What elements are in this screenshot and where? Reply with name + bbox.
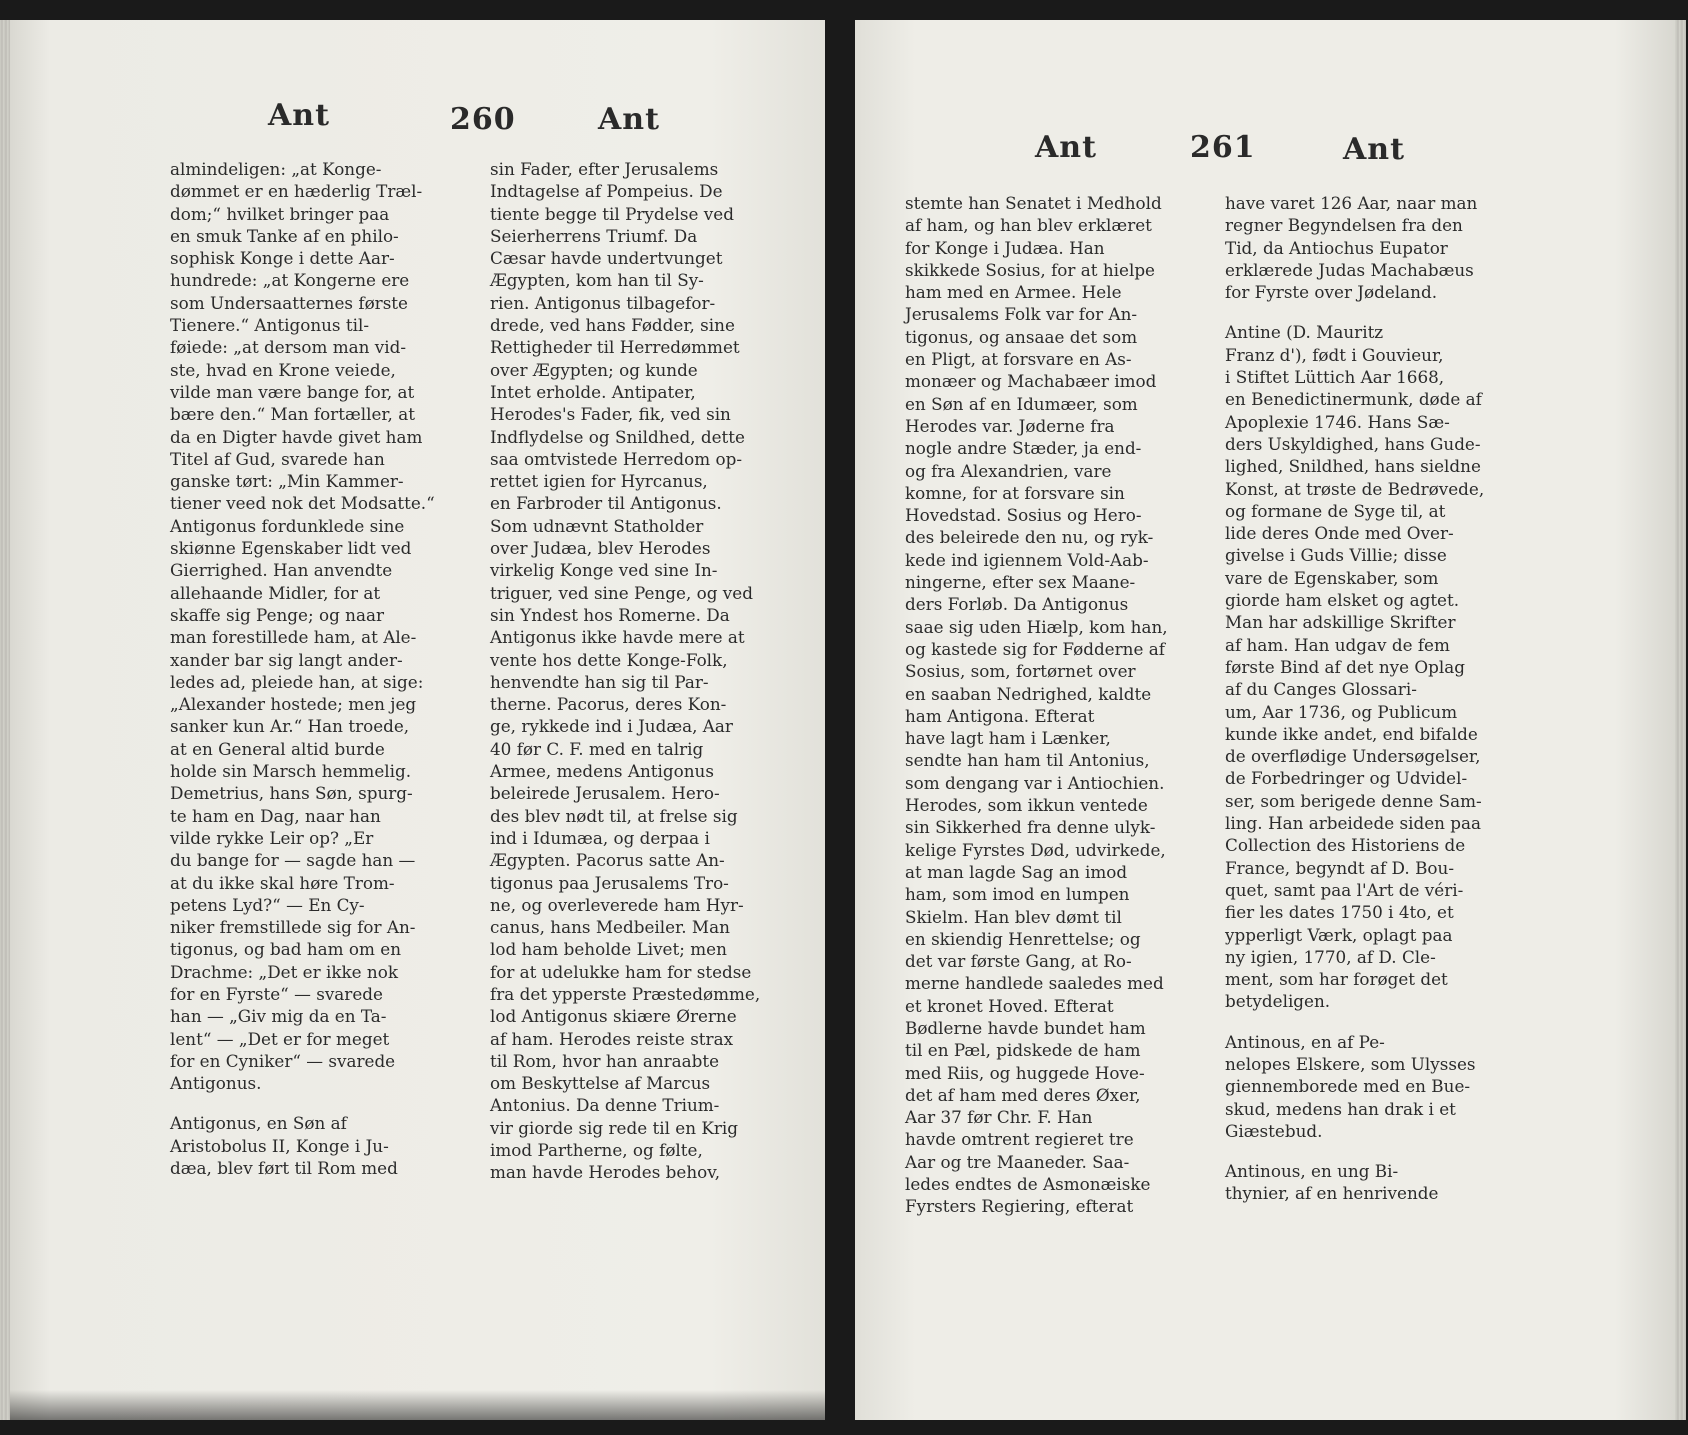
left-page-number: 260 xyxy=(450,102,516,137)
paragraph: stemte han Senatet i Medhold af ham, og han blev erklæret for Konge i Judæa. Han skikkede Sosius, for at hielpe ham med en Armee. Hele Jerusalems Folk var for An- tigonus, og ansaae det som en Pligt, at forsvare en As- monæer og Machabæer imod en Søn af en Idumæer, som Herodes var. Jøderne fra nogle andre Stæder, ja end- og fra Alexandrien, vare komne, for at forsvare sin Hovedstad. Sosius og Hero- des beleirede den nu, og ryk- kede ind igiennem Vold-Aab- ningerne, efter sex Maane- ders Forløb. Da Antigonus saae sig uden Hiælp, kom han, og kastede sig for Fødderne af Sosius, som, fortørnet over en saaban Nedrighed, kaldte ham Antigona. Efterat have lagt ham i Lænker, sendte han ham til Antonius, som dengang var i Antiochien. Herodes, som ikkun ventede sin Sikkerhed fra denne ulyk- kelige Fyrstes Død, udvirkede, at man lagde Sag an imod ham, som imod en lumpen Skielm. Han blev dømt til en skiendig Henrettelse; og det var første Gang, at Ro- merne handlede saaledes med et kronet Hoved. Efterat Bødlerne havde bundet ham til en Pæl, pidskede de ham med Riis, og huggede Hove- det af ham med deres Øxer, Aar 37 før Chr. F. Han havde omtrent regieret tre Aar og tre Maaneder. Saa- ledes endtes de Asmonæiske Fyrsters Regiering, efterat xyxy=(905,193,1168,1217)
right-header-word: Ant xyxy=(1035,130,1097,165)
left-column-2 xyxy=(490,158,782,1184)
right-page-number: 261 xyxy=(1190,130,1256,165)
page-bottom-shadow xyxy=(10,1390,825,1420)
right-header-word-right: Ant xyxy=(1343,132,1405,167)
paragraph: Antine (D. Mauritz Franz d'), født i Gouvieur, i Stiftet Lüttich Aar 1668, en Benedictinermunk, døde af Apoplexie 1746. Hans Sæ- ders Uskyldighed, hans Gude- lighed, Snildhed, hans sieldne Konst, at trøste de Bedrøvede, og formane de Syge til, at lide deres Onde med Over- givelse i Guds Villie; disse vare de Egenskaber, som giorde ham elsket og agtet. Man har adskillige Skrifter af ham. Han udgav de fem første Bind af det nye Oplag af du Canges Glossari- um, Aar 1736, og Publicum kunde ikke andet, end bifalde de overflødige Undersøgelser, de Forbedringer og Udvidel- ser, som berigede denne Sam- ling. Han arbeidede siden paa Collection des Historiens de France, begyndt af D. Bou- quet, samt paa l'Art de véri- fier les dates 1750 i 4to, et ypperligt Værk, oplagt paa ny igien, 1770, af D. Cle- ment, som har forøget det betydeligen. xyxy=(1225,322,1485,1012)
left-header-word: Ant xyxy=(268,98,330,133)
right-column-2 xyxy=(1225,192,1519,1205)
paragraph: have varet 126 Aar, naar man regner Begyndelsen fra den Tid, da Antiochus Eupator erklærede Judas Machabæus for Fyrste over Jødeland. xyxy=(1225,193,1478,303)
paragraph: Antinous, en ung Bi- thynier, af en henrivende xyxy=(1225,1161,1439,1204)
left-column-1 xyxy=(170,158,442,1179)
right-column-1 xyxy=(905,192,1189,1218)
right-page xyxy=(855,20,1675,1420)
left-header-word-right: Ant xyxy=(598,102,660,137)
left-page xyxy=(10,20,825,1420)
paragraph: sin Fader, efter Jerusalems Indtagelse af Pompeius. De tiente begge til Prydelse ved Seierherrens Triumf. Da Cæsar havde undertvunget Ægypten, kom han til Sy- rien. Antigonus tilbagefor- drede, ved hans Fødder, sine Rettigheder til Herredømmet over Ægypten; og kunde Intet erholde. Antipater, Herodes's Fader, fik, ved sin Indflydelse og Snildhed, dette saa omtvistede Herredom op- rettet igien for Hyrcanus, en Farbroder til Antigonus. Som udnævnt Statholder over Judæa, blev Herodes virkelig Konge ved sine In- triguer, ved sine Penge, og ved sin Yndest hos Romerne. Da Antigonus ikke havde mere at vente hos dette Konge-Folk, henvendte han sig til Par- therne. Pacorus, deres Kon- ge, rykkede ind i Judæa, Aar 40 før C. F. med en talrig Armee, medens Antigonus beleirede Jerusalem. Hero- des blev nødt til, at frelse sig ind i Idumæa, og derpaa i Ægypten. Pacorus satte An- tigonus paa Jerusalems Tro- ne, og overleverede ham Hyr- canus, hans Medbeiler. Man lod ham beholde Livet; men for at udelukke ham for stedse fra det ypperste Præstedømme, lod Antigonus skiære Ørerne af ham. Herodes reiste strax til Rom, hvor han anraabte om Beskyttelse af Marcus Antonius. Da denne Trium- vir giorde sig rede til en Krig imod Partherne, og følte, man havde Herodes behov, xyxy=(490,159,761,1183)
paragraph: almindeligen: „at Konge- dømmet er en hæderlig Træl- dom;“ hvilket bringer paa en smuk Tanke af en philo- sophisk Konge i dette Aar- hundrede: „at Kongerne ere som Undersaatternes første Tienere.“ Antigonus til- føiede: „at dersom man vid- ste, hvad en Krone veiede, vilde man være bange for, at bære den.“ Man fortæller, at da en Digter havde givet ham Titel af Gud, svarede han ganske tørt: „Min Kammer- tiener veed nok det Modsatte.“ Antigonus fordunklede sine skiønne Egenskaber lidt ved Gierrighed. Han anvendte allehaande Midler, for at skaffe sig Penge; og naar man forestillede ham, at Ale- xander bar sig langt ander- ledes ad, pleiede han, at sige: „Alexander hostede; men jeg sanker kun Ar.“ Han troede, at en General altid burde holde sin Marsch hemmelig. Demetrius, hans Søn, spurg- te ham en Dag, naar han vilde rykke Leir op? „Er du bange for — sagde han — at du ikke skal høre Trom- petens Lyd?“ — En Cy- niker fremstillede sig for An- tigonus, og bad ham om en Drachme: „Det er ikke nok for en Fyrste“ — svarede han — „Giv mig da en Ta- lent“ — „Det er for meget for en Cyniker“ — svarede Antigonus. xyxy=(170,159,435,1094)
paragraph: Antigonus, en Søn af Aristobolus II, Konge i Ju- dæa, blev ført til Rom med xyxy=(170,1113,398,1179)
paragraph: Antinous, en af Pe- nelopes Elskere, som Ulysses giennemborede med en Bue- skud, medens han drak i et Giæstebud. xyxy=(1225,1031,1476,1141)
